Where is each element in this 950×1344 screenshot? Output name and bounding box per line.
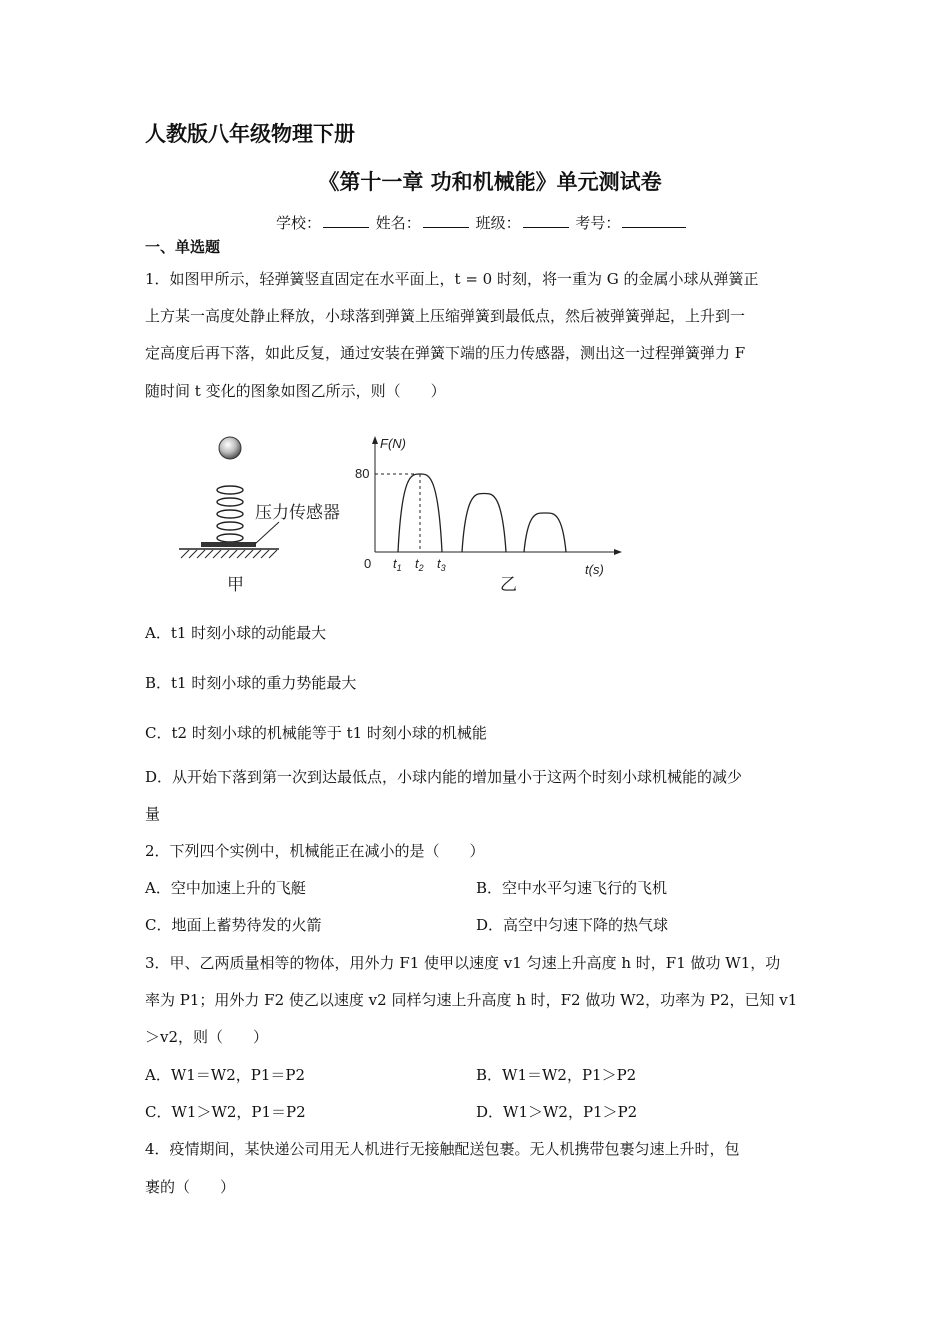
q2-stem: 2．下列四个实例中，机械能正在减小的是（ ） [145,842,485,860]
right-caption: 乙 [500,575,517,594]
q1-option-d-cont: 量 [145,805,161,823]
q4-line: 裹的（ ） [145,1178,236,1196]
q1-option-c[interactable]: C．t2 时刻小球的机械能等于 t1 时刻小球的机械能 [145,724,487,742]
pressure-sensor [201,542,256,547]
school-blank[interactable] [323,213,369,228]
q4-line: 4．疫情期间，某快递公司用无人机进行无接触配送包裹。无人机携带包裹匀速上升时，包 [145,1140,740,1158]
q1-option-d[interactable]: D．从开始下落到第一次到达最低点，小球内能的增加量小于这两个时刻小球机械能的减少 [145,768,743,786]
q2-option-b[interactable]: B．空中水平匀速飞行的飞机 [476,879,668,897]
class-label: 班级： [475,214,521,232]
x-axis-label: t(s) [585,562,604,577]
student-info-line [276,212,688,233]
ball-icon [219,437,241,459]
q2-option-c[interactable]: C．地面上蓄势待发的火箭 [145,916,322,934]
chapter-title: 《第十一章 功和机械能》单元测试卷 [318,170,662,194]
q1-line: 1．如图甲所示，轻弹簧竖直固定在水平面上，t = 0 时刻，将一重为 G 的金属小球从弹簧正 [145,270,759,288]
section-title: 一、单选题 [145,238,221,256]
y-tick-label: 80 [355,466,370,481]
spring-icon [217,486,243,542]
q1-option-b[interactable]: B．t1 时刻小球的重力势能最大 [145,674,357,692]
name-label: 姓名： [375,214,421,232]
q3-option-c[interactable]: C．W1＞W2，P1＝P2 [145,1103,306,1121]
q1-option-a[interactable]: A．t1 时刻小球的动能最大 [145,624,327,642]
q1-figure [175,428,635,598]
x-axis-arrow-icon [614,549,622,555]
q3-line: 率为 P1；用外力 F2 使乙以速度 v2 同样匀速上升高度 h 时，F2 做功 W2，功率为 P2，已知 v1 [145,991,798,1009]
force-time-graph [355,436,622,577]
q3-line: 3．甲、乙两质量相等的物体，用外力 F1 使甲以速度 v1 匀速上升高度 h 时，F1 做功 W1，功 [145,954,781,972]
q1-line: 上方某一高度处静止释放，小球落到弹簧上压缩弹簧到最低点，然后被弹簧弹起，上升到一 [145,307,746,325]
q3-option-a[interactable]: A．W1＝W2，P1＝P2 [145,1066,306,1084]
class-blank[interactable] [523,213,569,228]
ground-hatch [181,550,277,558]
y-axis-arrow-icon [372,436,378,444]
q1-line: 随时间 t 变化的图象如图乙所示，则（ ） [145,382,446,400]
exam-number-blank[interactable] [622,213,686,228]
sensor-label: 压力传感器 [255,503,340,522]
force-pulse [524,513,566,552]
t2-label: $t_2$ [415,556,424,573]
q3-option-d[interactable]: D．W1＞W2，P1＞P2 [476,1103,638,1121]
q2-option-d[interactable]: D．高空中匀速下降的热气球 [476,916,669,934]
t3-label: $t_3$ [437,556,446,573]
t1-label: $t_1$ [393,556,402,573]
q3-option-b[interactable]: B．W1＝W2，P1＞P2 [476,1066,637,1084]
q1-line: 定高度后再下落，如此反复，通过安装在弹簧下端的压力传感器，测出这一过程弹簧弹力 F [145,344,746,362]
q3-line: ＞v2，则（ ） [145,1028,269,1046]
book-title: 人教版八年级物理下册 [145,122,355,146]
y-axis-label: F(N) [380,436,406,451]
sensor-pointer [255,522,279,544]
q2-option-a[interactable]: A．空中加速上升的飞艇 [145,879,306,897]
origin-label: 0 [364,556,372,571]
force-pulse [462,493,506,552]
exam-number-label: 考号： [575,214,621,232]
name-blank[interactable] [423,213,469,228]
school-label: 学校： [276,214,322,232]
left-caption: 甲 [227,575,244,594]
